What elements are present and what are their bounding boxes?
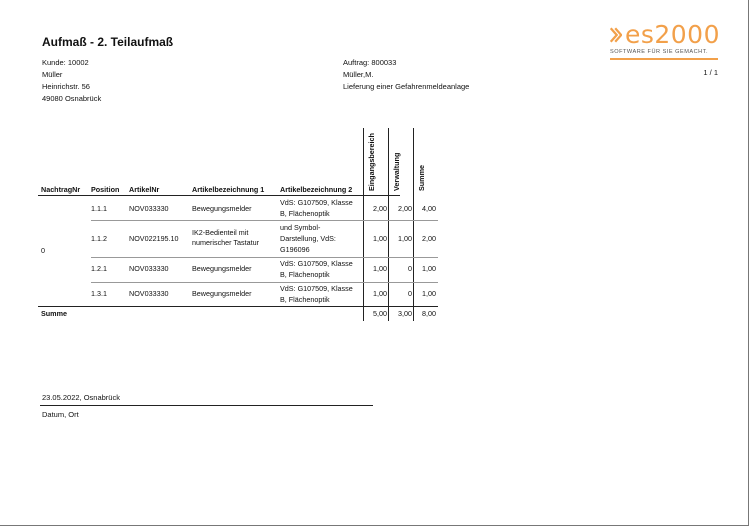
- row-verwaltung: 1,00: [398, 234, 412, 243]
- row-divider: [91, 257, 438, 258]
- row-bezeichnung-2: und Symbol-: [280, 223, 321, 232]
- row-bezeichnung-2: VdS: G107509, Klasse: [280, 259, 353, 268]
- row-verwaltung: 0: [408, 289, 412, 298]
- row-divider: [91, 282, 438, 283]
- customer-name: Müller: [42, 70, 63, 79]
- row-bezeichnung-2: G196096: [280, 245, 310, 254]
- customer-number: Kunde: 10002: [42, 58, 89, 67]
- header-divider: [38, 195, 400, 196]
- document-title: Aufmaß - 2. Teilaufmaß: [42, 35, 174, 49]
- row-divider: [91, 220, 438, 221]
- row-artikelnr: NOV033330: [129, 289, 169, 298]
- row-position: 1.3.1: [91, 289, 107, 298]
- company-logo: [610, 22, 720, 60]
- row-artikelnr: NOV022195.10: [129, 234, 179, 243]
- logo-wordmark: es2000: [624, 20, 720, 49]
- customer-address: [42, 57, 101, 105]
- total-eingangsbereich: 5,00: [373, 309, 387, 318]
- row-bezeichnung-1: Bewegungsmelder: [192, 289, 252, 298]
- header-artikelnr: ArtikelNr: [129, 185, 160, 194]
- logo-underline: [610, 58, 718, 60]
- logo-chevron-icon: [610, 23, 622, 47]
- header-nachtragnr: NachtragNr: [41, 185, 81, 194]
- row-bezeichnung-1: Bewegungsmelder: [192, 204, 252, 213]
- row-position: 1.1.2: [91, 234, 107, 243]
- signature-label: Datum, Ort: [42, 410, 79, 419]
- row-summe: 1,00: [422, 289, 436, 298]
- order-number: Auftrag: 800033: [343, 58, 397, 67]
- row-eingangsbereich: 1,00: [373, 234, 387, 243]
- row-verwaltung: 2,00: [398, 204, 412, 213]
- group-nachtragnr: 0: [41, 246, 45, 255]
- row-bezeichnung-2: B, Flächenoptik: [280, 209, 330, 218]
- row-bezeichnung-2: B, Flächenoptik: [280, 270, 330, 279]
- total-verwaltung: 3,00: [398, 309, 412, 318]
- row-bezeichnung-1: Bewegungsmelder: [192, 264, 252, 273]
- row-eingangsbereich: 2,00: [373, 204, 387, 213]
- signature-line: [40, 405, 373, 406]
- signature-date-place: 23.05.2022, Osnabrück: [42, 393, 120, 402]
- header-bezeichnung-2: Artikelbezeichnung 2: [280, 185, 353, 194]
- row-bezeichnung-2: VdS: G107509, Klasse: [280, 284, 353, 293]
- logo-tagline: SOFTWARE FÜR SIE GEMACHT.: [610, 49, 709, 55]
- total-divider: [38, 306, 438, 307]
- row-bezeichnung-2: VdS: G107509, Klasse: [280, 198, 353, 207]
- row-artikelnr: NOV033330: [129, 264, 169, 273]
- total-summe: 8,00: [422, 309, 436, 318]
- row-artikelnr: NOV033330: [129, 204, 169, 213]
- row-bezeichnung-1: IK2-Bedienteil mit: [192, 228, 249, 237]
- header-eingangsbereich: Eingangsbereich: [367, 133, 376, 191]
- row-eingangsbereich: 1,00: [373, 264, 387, 273]
- header-bezeichnung-1: Artikelbezeichnung 1: [192, 185, 265, 194]
- row-bezeichnung-2: Darstellung, VdS:: [280, 234, 336, 243]
- header-verwaltung: Verwaltung: [392, 152, 401, 191]
- customer-city: 49080 Osnabrück: [42, 94, 102, 103]
- row-bezeichnung-1: numerischer Tastatur: [192, 238, 259, 247]
- row-verwaltung: 0: [408, 264, 412, 273]
- row-summe: 4,00: [422, 204, 436, 213]
- row-position: 1.2.1: [91, 264, 107, 273]
- row-bezeichnung-2: B, Flächenoptik: [280, 295, 330, 304]
- row-summe: 2,00: [422, 234, 436, 243]
- row-position: 1.1.1: [91, 204, 107, 213]
- order-contact: Müller,M.: [343, 70, 374, 79]
- row-eingangsbereich: 1,00: [373, 289, 387, 298]
- total-label: Summe: [41, 309, 67, 318]
- header-position: Position: [91, 185, 120, 194]
- row-summe: 1,00: [422, 264, 436, 273]
- header-summe: Summe: [417, 165, 426, 191]
- customer-street: Heinrichstr. 56: [42, 82, 90, 91]
- order-info: [343, 57, 469, 93]
- order-description: Lieferung einer Gefahrenmeldeanlage: [343, 82, 470, 91]
- page-indicator: 1 / 1: [703, 68, 718, 77]
